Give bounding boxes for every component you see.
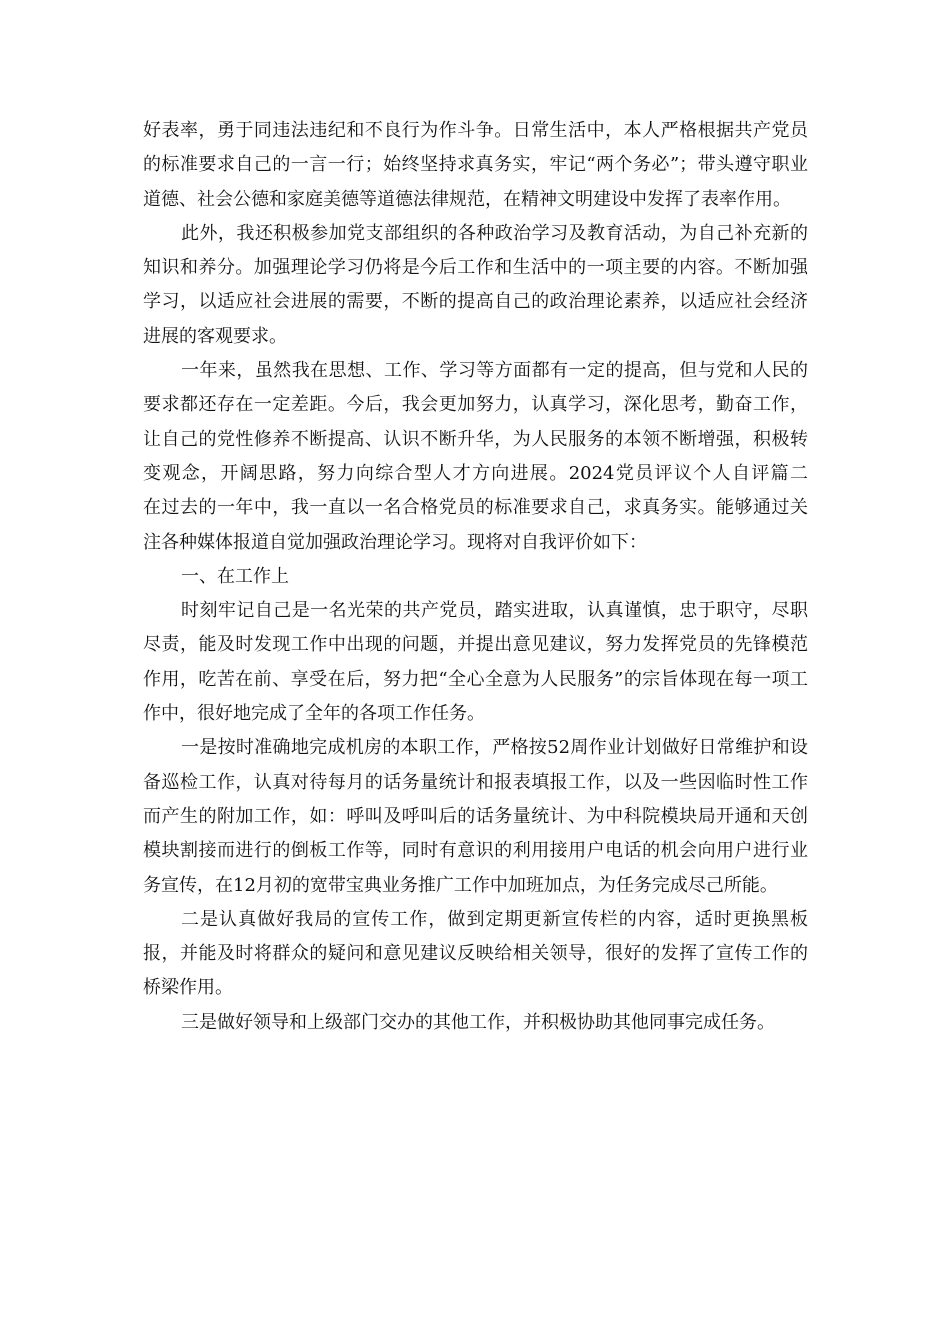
section-heading-work: 一、在工作上 xyxy=(181,565,289,587)
paragraph-8: 三是做好领导和上级部门交办的其他工作，并积极协助其他同事完成任务。 xyxy=(181,1011,775,1033)
paragraph-5: 时刻牢记自己是一名光荣的共产党员，踏实进取，认真谨慎，忠于职守，尽职尽责，能及时发现工作中出现的问题，并提出意见建议，努力发挥党员的先锋模范作用，吃苦在前、享受在后，努力把“全心全意为人民服务”的宗旨体现在每一项工作中，很好地完成了全年的各项工作任务。 xyxy=(143,600,808,725)
paragraph-6: 一是按时准确地完成机房的本职工作，严格按52周作业计划做好日常维护和设备巡检工作，认真对待每月的话务量统计和报表填报工作，以及一些因临时性工作而产生的附加工作，如：呼叫及呼叫后的话务量统计、为中科院模块局开通和天创模块割接而进行的倒板工作等，同时有意识的利用接用户电话的机会向用户进行业务宣传，在12月初的宽带宝典业务推广工作中加班加点，为任务完成尽己所能。 xyxy=(143,737,808,896)
document-page xyxy=(143,114,844,1040)
paragraph-7: 二是认真做好我局的宣传工作，做到定期更新宣传栏的内容，适时更换黑板报，并能及时将群众的疑问和意见建议反映给相关领导，很好的发挥了宣传工作的桥梁作用。 xyxy=(143,908,808,999)
paragraph-2: 此外，我还积极参加党支部组织的各种政治学习及教育活动，为自己补充新的知识和养分。加强理论学习仍将是今后工作和生活中的一项主要的内容。不断加强学习，以适应社会进展的需要，不断的提高自己的政治理论素养，以适应社会经济进展的客观要求。 xyxy=(143,222,808,347)
paragraph-1: 好表率，勇于同违法违纪和不良行为作斗争。日常生活中，本人严格根据共产党员的标准要求自己的一言一行；始终坚持求真务实，牢记“两个务必”；带头遵守职业道德、社会公德和家庭美德等道德法律规范，在精神文明建设中发挥了表率作用。 xyxy=(143,120,808,210)
paragraph-3: 一年来，虽然我在思想、工作、学习等方面都有一定的提高，但与党和人民的要求都还存在一定差距。今后，我会更加努力，认真学习，深化思考，勤奋工作，让自己的党性修养不断提高、认识不断升华，为人民服务的本领不断增强，积极转变观念，开阔思路，努力向综合型人才方向进展。2024党员评议个人自评篇二 在过去的一年中，我一直以一名合格党员的标准要求自己，求真务实。能够通过关注各种媒体报道自觉加强政治理论学习。现将对自我评价如下： xyxy=(143,360,844,553)
